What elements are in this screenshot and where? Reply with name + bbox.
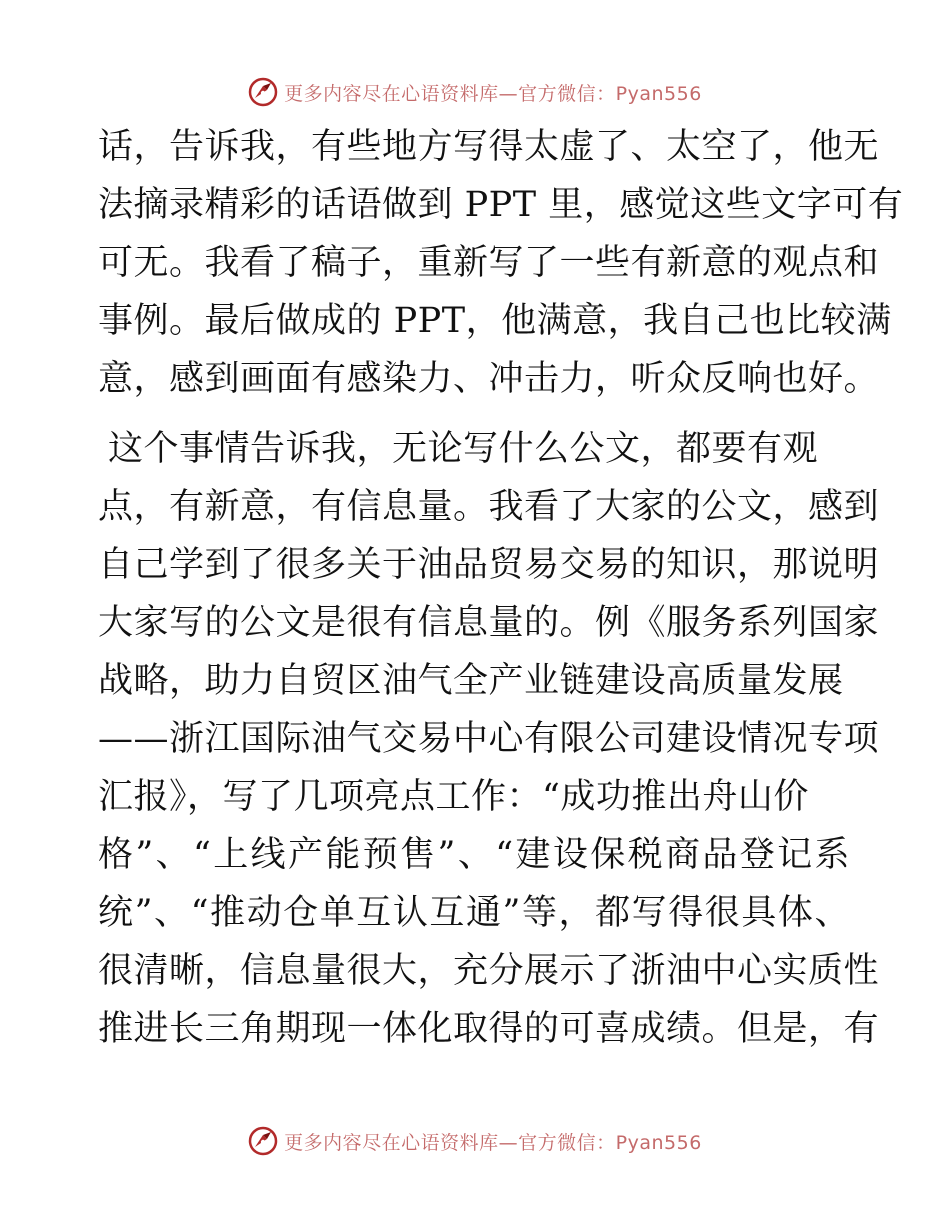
- text-line: 自己学到了很多关于油品贸易交易的知识，那说明: [98, 545, 880, 585]
- paragraph-2: [98, 420, 880, 1058]
- text-line: 格”、“上线产能预售”、“建设保税商品登记系: [98, 835, 850, 875]
- text-line: 战略，助力自贸区油气全产业链建设高质量发展: [98, 661, 844, 701]
- paragraph-gap: [98, 408, 850, 420]
- text-line: 汇报》，写了几项亮点工作：“成功推出舟山价: [98, 777, 809, 817]
- footer-watermark: [0, 1121, 950, 1161]
- paragraph-1: [98, 118, 904, 408]
- text-line: 推进长三角期现一体化取得的可喜成绩。但是，有: [98, 1009, 880, 1049]
- text-line: ——浙江国际油气交易中心有限公司建设情况专项: [98, 719, 880, 759]
- text-line: 法摘录精彩的话语做到 PPT 里，感觉这些文字可有: [98, 185, 904, 225]
- text-line: 很清晰，信息量很大，充分展示了浙油中心实质性: [98, 951, 880, 991]
- document-body: [98, 118, 904, 1058]
- text-line: 可无。我看了稿子，重新写了一些有新意的观点和: [98, 243, 880, 283]
- footer-watermark-text: 更多内容尽在心语资料库—官方微信：Pyan556: [284, 1131, 702, 1154]
- text-line: 点，有新意，有信息量。我看了大家的公文，感到: [98, 487, 880, 527]
- header-watermark: [0, 72, 950, 112]
- text-line: 统”、“推动仓单互认互通”等，都写得很具体、: [98, 893, 850, 933]
- text-line: 意，感到画面有感染力、冲击力，听众反响也好。: [98, 359, 880, 399]
- logo-icon: [248, 77, 278, 107]
- text-line: 话，告诉我，有些地方写得太虚了、太空了，他无: [98, 127, 880, 167]
- header-watermark-text: 更多内容尽在心语资料库—官方微信：Pyan556: [284, 82, 702, 105]
- text-line: 事例。最后做成的 PPT，他满意，我自己也比较满: [98, 301, 892, 341]
- text-line: 这个事情告诉我，无论写什么公文，都要有观: [108, 429, 819, 469]
- logo-icon: [248, 1126, 278, 1156]
- text-line: 大家写的公文是很有信息量的。例《服务系列国家: [98, 603, 880, 643]
